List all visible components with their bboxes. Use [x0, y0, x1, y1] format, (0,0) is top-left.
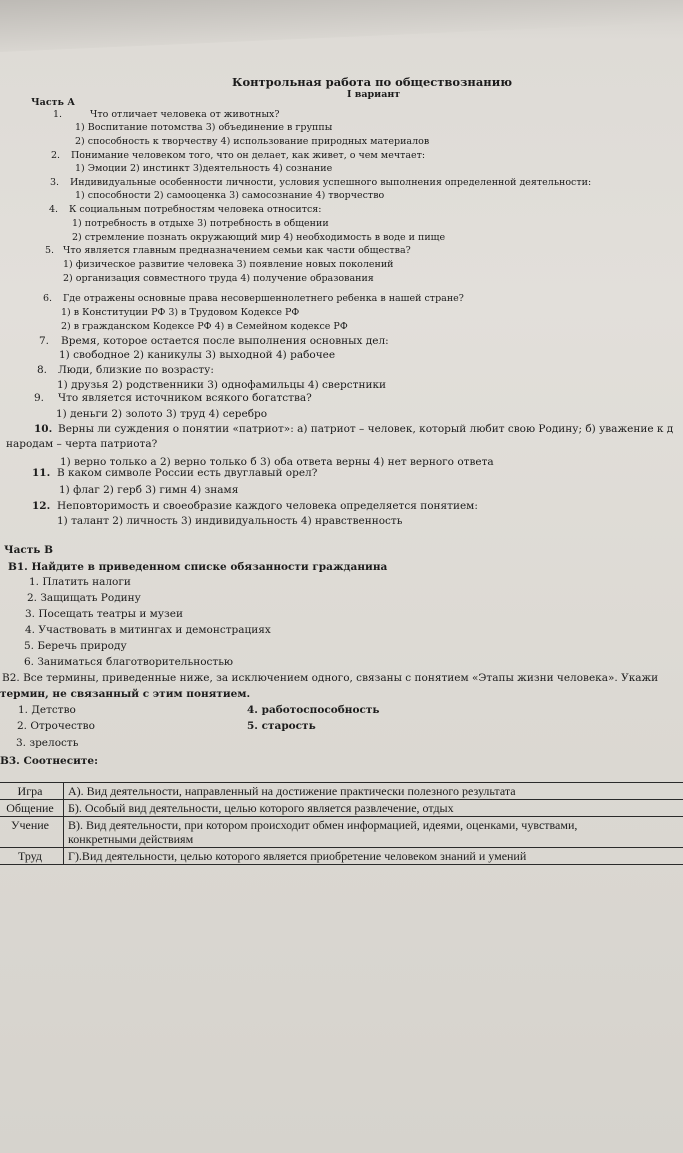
answer-options: 1) верно только а 2) верно только б 3) оба ответа верны 4) нет верного ответа [60, 456, 494, 468]
definition-cell: Б). Особый вид деятельности, целью которого является развлечение, отдых [64, 800, 683, 817]
list-item: 3. Посещать театры и музеи [25, 608, 183, 620]
question-number: 7. [39, 335, 50, 347]
question-text: Время, которое остается после выполнения основных дел: [61, 335, 389, 347]
answer-options: 2) способность к творчеству 4) использование природных материалов [75, 136, 430, 147]
answer-options: 1) деньги 2) золото 3) труд 4) серебро [56, 408, 268, 420]
list-item: 2. Отрочество [17, 720, 95, 732]
term-cell: Учение [0, 817, 64, 848]
part-a-label: Часть А [31, 97, 75, 108]
list-item: 6. Заниматься благотворительностью [24, 656, 234, 668]
b3-title: В3. Соотнесите: [0, 755, 98, 767]
page-title: Контрольная работа по обществознанию [232, 75, 513, 89]
list-item: 5. старость [247, 720, 316, 732]
answer-options: 1) Эмоции 2) инстинкт 3)деятельность 4) сознание [75, 163, 333, 174]
question-text: К социальным потребностям человека относится: [69, 204, 322, 215]
answer-options: 1) талант 2) личность 3) индивидуальность 4) нравственность [57, 515, 403, 527]
question-text: В каком символе России есть двуглавый орел? [57, 467, 318, 479]
table-row [0, 783, 683, 800]
answer-options: 1) физическое развитие человека 3) появление новых поколений [63, 259, 394, 270]
question-text: Верны ли суждения о понятии «патриот»: а) патриот – человек, который любит свою Родину; б) уважение к д [58, 423, 674, 435]
answer-options: 1) Воспитание потомства 3) объединение в группы [75, 122, 333, 133]
question-number: 5. [45, 245, 55, 256]
question-number: 3. [50, 177, 60, 188]
question-text: Понимание человеком того, что он делает, как живет, о чем мечтает: [71, 150, 426, 161]
definition-cell [64, 817, 683, 848]
question-number: 1. [53, 109, 63, 120]
answer-options: 2) в гражданском Кодексе РФ 4) в Семейном кодексе РФ [61, 321, 348, 332]
question-number: 2. [51, 150, 61, 161]
table-row [0, 817, 683, 848]
list-item: 5. Беречь природу [24, 640, 127, 652]
list-item: 2. Защищать Родину [27, 592, 141, 604]
matching-table [0, 782, 683, 865]
question-text: Что является главным предназначением семьи как части общества? [63, 245, 411, 256]
question-number: 8. [37, 364, 48, 376]
question-number: 11. [32, 467, 51, 479]
answer-options: 1) друзья 2) родственники 3) однофамильцы 4) сверстники [57, 379, 387, 391]
list-item: 1. Детство [18, 704, 76, 716]
answer-options: 2) стремление познать окружающий мир 4) необходимость в воде и пище [72, 232, 446, 243]
definition-line: конкретными действиям [68, 832, 194, 846]
definition-line: В). Вид деятельности, при котором происходит обмен информацией, идеями, оценками, чувствами, [68, 818, 578, 832]
question-text-continued: народам – черта патриота? [6, 438, 158, 450]
question-number: 4. [49, 204, 59, 215]
term-cell: Общение [0, 800, 64, 817]
list-item: 3. зрелость [16, 737, 79, 749]
answer-options: 1) способности 2) самооценка 3) самосознание 4) творчество [75, 190, 385, 201]
list-item: 1. Платить налоги [29, 576, 131, 588]
table-row [0, 800, 683, 817]
question-text: Люди, близкие по возрасту: [58, 364, 214, 376]
definition-cell: А). Вид деятельности, направленный на достижение практически полезного результата [64, 783, 683, 800]
definition-cell: Г).Вид деятельности, целью которого является приобретение человеком знаний и умений [64, 848, 683, 865]
question-number: 10. [34, 423, 53, 435]
list-item: 4. Участвовать в митингах и демонстрациях [25, 624, 271, 636]
list-item: 4. работоспособность [247, 704, 380, 716]
question-number: 6. [43, 293, 53, 304]
term-cell: Игра [0, 783, 64, 800]
question-text: Где отражены основные права несовершеннолетнего ребенка в нашей стране? [63, 293, 464, 304]
answer-options: 1) свободное 2) каникулы 3) выходной 4) рабочее [59, 349, 336, 361]
b2-text-continued: термин, не связанный с этим понятием. [0, 688, 251, 700]
question-number: 12. [32, 500, 51, 512]
b1-title: В1. Найдите в приведенном списке обязанности гражданина [8, 561, 388, 573]
question-text: Неповторимость и своеобразие каждого человека определяется понятием: [57, 500, 478, 512]
table-row [0, 848, 683, 865]
part-b-label: Часть В [4, 544, 53, 556]
answer-options: 1) потребность в отдыхе 3) потребность в общении [72, 218, 329, 229]
question-text: Что является источником всякого богатства? [58, 392, 312, 404]
question-text: Индивидуальные особенности личности, условия успешного выполнения определенной деятельности: [70, 177, 592, 188]
term-cell: Труд [0, 848, 64, 865]
answer-options: 1) флаг 2) герб 3) гимн 4) знамя [59, 484, 239, 496]
answer-options: 2) организация совместного труда 4) получение образования [63, 273, 374, 284]
variant-label: I вариант [347, 89, 401, 100]
question-text: Что отличает человека от животных? [90, 109, 280, 120]
answer-options: 1) в Конституции РФ 3) в Трудовом Кодексе РФ [61, 307, 300, 318]
question-number: 9. [34, 392, 45, 404]
b2-text: В2. Все термины, приведенные ниже, за исключением одного, связаны с понятием «Этапы жизни человека». Укажи [2, 672, 659, 684]
page-top-shadow [0, 0, 683, 52]
